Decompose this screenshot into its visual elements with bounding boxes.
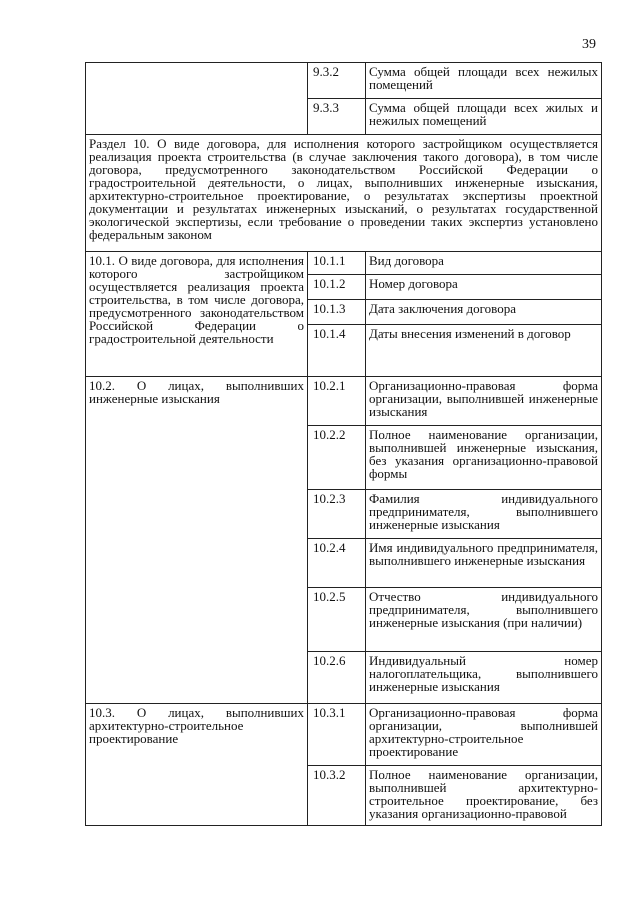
table-row [86, 63, 602, 99]
section-heading-row [86, 135, 602, 252]
group-10-1-label: 10.1. О виде договора, для исполнения которого застройщиком осуществляется реализация проекта строительства, в том числе договора, предусмотренного законодательством Российской Федерации о градостроительной деятельности [86, 252, 308, 377]
section-10-title: Раздел 10. О виде договора, для исполнения которого застройщиком осуществляется реализация проекта строительства (в случае заключения такого договора), в том числе договора, предусмотренного законодательством Российской Федерации о градостроительной деятельности, о лицах, выполнивших инженерные изыскания, архитектурно-строительное проектирование, о результатах экспертизы проектной документации и результатах инженерных изысканий, о результатах государственной экологической экспертизы, если требование о проведении таких экспертиз установлено федеральным законом [86, 135, 602, 252]
item-description: Вид договора [366, 252, 602, 275]
item-code: 10.1.2 [308, 275, 366, 300]
item-description: Дата заключения договора [366, 300, 602, 325]
item-description: Сумма общей площади всех жилых и нежилых помещений [366, 99, 602, 135]
item-code: 10.2.4 [308, 539, 366, 588]
item-code: 10.1.3 [308, 300, 366, 325]
item-code: 9.3.3 [308, 99, 366, 135]
table-row [86, 704, 602, 766]
item-code: 10.2.2 [308, 426, 366, 490]
item-description: Индивидуальный номер налогоплательщика, выполнившего инженерные изыскания [366, 652, 602, 704]
item-description: Даты внесения изменений в договор [366, 325, 602, 377]
item-code: 10.3.2 [308, 766, 366, 826]
table-row [86, 252, 602, 275]
item-code: 10.3.1 [308, 704, 366, 766]
item-description: Полное наименование организации, выполнившей инженерные изыскания, без указания организационно-правовой формы [366, 426, 602, 490]
item-code: 10.2.5 [308, 588, 366, 652]
item-code: 10.2.3 [308, 490, 366, 539]
group-10-3-label: 10.3. О лицах, выполнивших архитектурно-строительное проектирование [86, 704, 308, 826]
item-description: Организационно-правовая форма организации, выполнившей архитектурно-строительное проектирование [366, 704, 602, 766]
item-description: Фамилия индивидуального предпринимателя, выполнившего инженерные изыскания [366, 490, 602, 539]
item-code: 10.2.1 [308, 377, 366, 426]
disclosure-table [85, 62, 602, 826]
item-code: 9.3.2 [308, 63, 366, 99]
item-code: 10.1.1 [308, 252, 366, 275]
item-description: Полное наименование организации, выполнившей архитектурно-строительное проектирование, без указания организационно-правовой [366, 766, 602, 826]
item-description: Имя индивидуального предпринимателя, выполнившего инженерные изыскания [366, 539, 602, 588]
item-description: Сумма общей площади всех нежилых помещений [366, 63, 602, 99]
item-description: Организационно-правовая форма организации, выполнившей инженерные изыскания [366, 377, 602, 426]
item-description: Номер договора [366, 275, 602, 300]
page-number: 39 [582, 37, 596, 52]
group-10-2-label: 10.2. О лицах, выполнивших инженерные изыскания [86, 377, 308, 704]
item-description: Отчество индивидуального предпринимателя, выполнившего инженерные изыскания (при наличии) [366, 588, 602, 652]
empty-label-cell [86, 63, 308, 135]
item-code: 10.1.4 [308, 325, 366, 377]
table-row [86, 377, 602, 426]
item-code: 10.2.6 [308, 652, 366, 704]
